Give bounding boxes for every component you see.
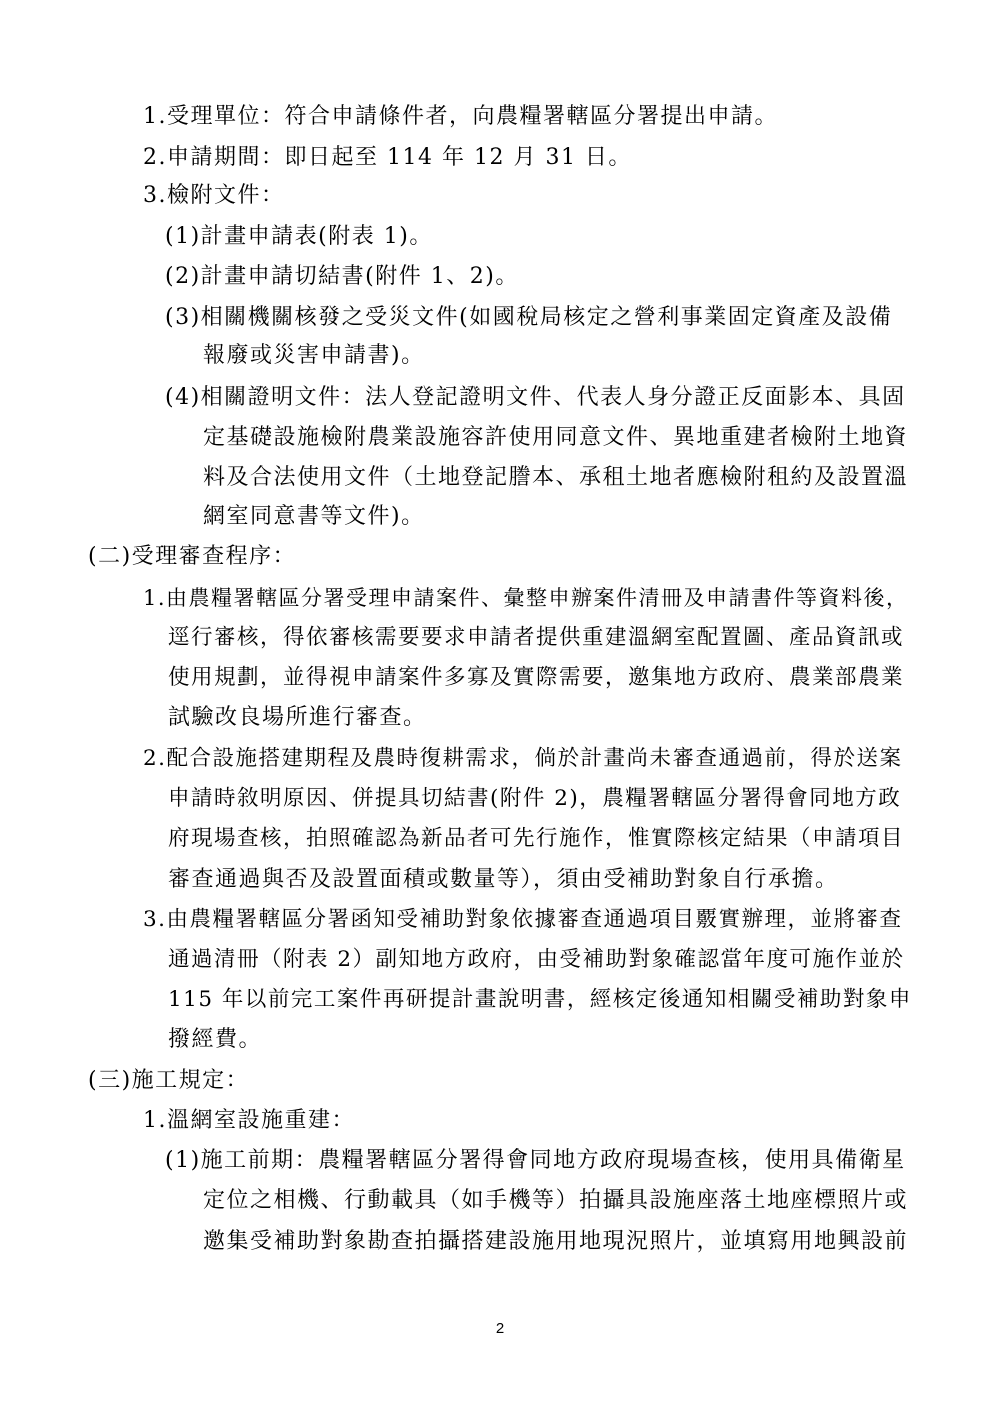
text-line: 3.由農糧署轄區分署函知受補助對象依據審查通過項目覈實辦理，並將審查 <box>143 907 903 932</box>
section-heading: (三)施工規定： <box>88 1068 250 1093</box>
text-line: (1)計畫申請表(附表 1)。 <box>165 224 433 249</box>
text-line: (1)施工前期：農糧署轄區分署得會同地方政府現場查核，使用具備衛星 <box>165 1148 906 1173</box>
text-line: 使用規劃，並得視申請案件多寡及實際需要，邀集地方政府、農業部農業 <box>168 665 905 690</box>
text-line: 通過清冊（附表 2）副知地方政府，由受補助對象確認當年度可施作並於 <box>168 947 905 972</box>
text-line: 定基礎設施檢附農業設施容許使用同意文件、異地重建者檢附土地資 <box>203 425 909 450</box>
text-line: 115 年以前完工案件再研提計畫說明書，經核定後通知相關受補助對象申 <box>168 987 912 1012</box>
text-line: 撥經費。 <box>168 1027 263 1052</box>
text-line: 1.受理單位：符合申請條件者，向農糧署轄區分署提出申請。 <box>143 104 778 129</box>
text-line: 府現場查核，拍照確認為新品者可先行施作，惟實際核定結果（申請項目 <box>168 826 905 851</box>
text-line: 2.配合設施搭建期程及農時復耕需求，倘於計畫尚未審查通過前，得於送案 <box>143 746 903 771</box>
text-line: (3)相關機關核發之受災文件(如國稅局核定之營利事業固定資產及設備 <box>165 305 893 330</box>
text-line: (2)計畫申請切結書(附件 1、2)。 <box>165 264 519 289</box>
text-line: 料及合法使用文件（土地登記謄本、承租土地者應檢附租約及設置溫 <box>203 465 909 490</box>
text-line: 邀集受補助對象勘查拍攝搭建設施用地現況照片，並填寫用地興設前 <box>203 1229 909 1254</box>
text-line: 定位之相機、行動載具（如手機等）拍攝具設施座落土地座標照片或 <box>203 1188 909 1213</box>
section-heading: (二)受理審查程序： <box>88 544 297 569</box>
text-line: 逕行審核，得依審核需要要求申請者提供重建溫網室配置圖、產品資訊或 <box>168 625 905 650</box>
text-line: 審查通過與否及設置面積或數量等），須由受補助對象自行承擔。 <box>168 867 839 892</box>
text-line: 1.由農糧署轄區分署受理申請案件、彙整申辦案件清冊及申請書件等資料後， <box>143 586 909 610</box>
text-line: 試驗改良場所進行審查。 <box>168 705 427 730</box>
text-line: 1.溫網室設施重建： <box>143 1108 355 1133</box>
page-number: 2 <box>495 1320 505 1337</box>
text-line: 2.申請期間：即日起至 114 年 12 月 31 日。 <box>143 145 632 170</box>
text-line: 報廢或災害申請書)。 <box>203 343 425 368</box>
text-line: (4)相關證明文件：法人登記證明文件、代表人身分證正反面影本、具固 <box>165 385 906 410</box>
text-line: 申請時敘明原因、併提具切結書(附件 2)，農糧署轄區分署得會同地方政 <box>168 786 902 811</box>
text-line: 3.檢附文件： <box>143 183 285 208</box>
text-line: 網室同意書等文件)。 <box>203 504 425 529</box>
